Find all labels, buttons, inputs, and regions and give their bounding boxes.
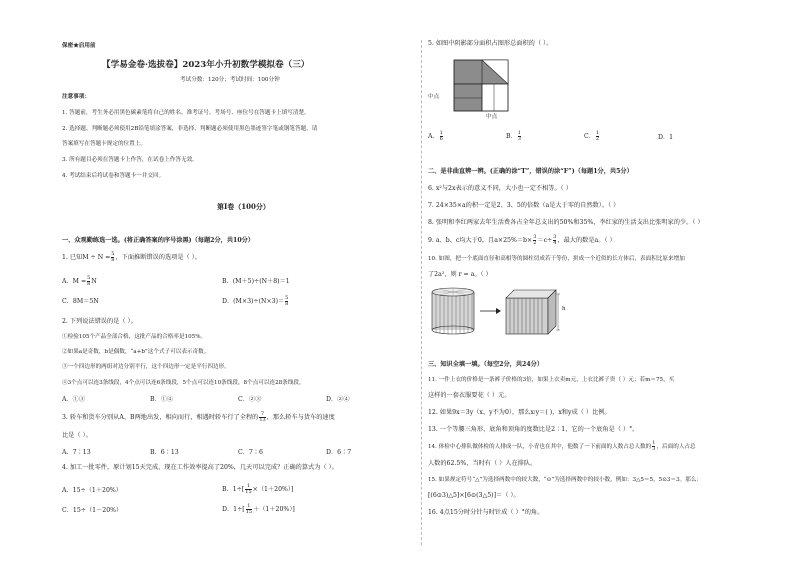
- q10-cont: 了2a²，则 r = a。（ ）: [428, 271, 492, 278]
- q4-option-b: B．1÷[ $\frac{1}{15}$ ×（1＋20%）]: [222, 483, 294, 495]
- fraction: $\frac{7}{13}$: [259, 411, 266, 423]
- left-column: [62, 0, 422, 562]
- q5-option-c: C． $\frac{1}{2}$: [584, 130, 600, 142]
- q4-option-a: A．15÷（1＋20%）: [62, 487, 122, 494]
- q3-stem-cont: 比是（ ）。: [62, 432, 92, 439]
- q2-statement: ③一个四边形的两组对边分别平行，这个四边形一定是平行四边形。: [62, 364, 230, 370]
- q15-cont: [(6⊙3)△5]×[6⊙(3△5)]＝（ ）。: [428, 492, 520, 499]
- fraction: $\frac{5}{8}$: [111, 251, 115, 263]
- height-label: h: [562, 306, 566, 312]
- q4-option-c: C．15÷（1－20%）: [62, 507, 123, 514]
- q5-option-d: D．1: [658, 134, 674, 141]
- cylinder: [432, 288, 474, 334]
- q14: 14. 体检中心排队做体检的人排成一队，小青也在其中，他数了一下前面的人数占总人数的 $\frac{1}{3}$ ，后面的人占总: [428, 440, 696, 452]
- fraction: $\frac{3}{2}$: [533, 234, 537, 246]
- q5-option-a: A． $\frac{1}{6}$: [428, 130, 443, 142]
- q2-option: C．②③: [238, 396, 262, 403]
- cuboid: [506, 290, 560, 334]
- section3-heading: 三、知识全填一填。（每空2分，共24分）: [428, 361, 544, 368]
- shaded-region: [454, 84, 482, 111]
- q1-option-c: C．8M＝5N: [62, 298, 99, 305]
- q6: 6. x²与2x表示的意义不同，大小也一定不相等。（ ）: [428, 185, 572, 192]
- q11-cont: 这样的一套衣服要花（ ）元。: [428, 392, 511, 399]
- notes-heading: 注意事项：: [62, 94, 90, 100]
- exam-info: 考试分数：120分；考试时间：100分钟: [180, 77, 280, 83]
- fraction: $\frac{3}{4}$: [553, 234, 557, 246]
- midpoint-label: 中点: [428, 94, 440, 100]
- note-item: 2. 选择题、判断题必须使用2B铅笔填涂答案，非选择、判断题必须使用黑色墨迹签字笔或钢笔答题，请: [62, 126, 318, 132]
- q8: 8. 张明和李红两家去年生活费各占全年总支出的50%和35%，李红家的生活支出比张明家的少。（ ）: [428, 219, 704, 226]
- q2-option: A．①③: [62, 396, 86, 403]
- q3-option: B．6∶13: [150, 449, 179, 456]
- q16: 16. 4点15分时分针与时针成（ ）°的角。: [428, 509, 544, 516]
- q14-cont: 人数的62.5%，当时有（ ）人在排队。: [428, 460, 537, 467]
- q5-figure: [428, 54, 528, 122]
- note-item: 答案填写在答题卡规定的位置上。: [62, 141, 146, 147]
- fraction: $\frac{1}{6}$: [439, 130, 443, 142]
- note-item: 4. 考试结束后将试卷和答题卡一并交回。: [62, 173, 165, 179]
- q2-statement: ④3个点可以连3条线段，4个点可以连6条线段，5个点可以连10条线段，8个点可以连28条线段。: [62, 380, 305, 386]
- q5-stem: 5. 如图中阴影部分面积占图形总面积的（ ）。: [428, 40, 553, 47]
- exam-title: 【学易金卷·选拔卷】2023年小升初数学模拟卷（三）: [102, 60, 310, 70]
- q10-figure: [430, 284, 570, 340]
- q1-option-a: A．M = $\frac{5}{8}$ N: [62, 275, 97, 287]
- q3-option: C．7∶6: [238, 449, 263, 456]
- q1-option-d: D．(M×3)÷(N×3)＝ $\frac{5}{8}$: [222, 295, 289, 307]
- q11: 11. 一件上衣的价格是一条裤子价格的3倍，如果上衣卖m元，上衣比裤子贵（ ）元；若m＝75，买: [428, 377, 675, 383]
- q3-stem: 3. 轿车和货车分别从A、B两地出发，相向而行，相遇时轿车行了全程的 $\frac{7}{13}$ ，那么轿车与货车的速度: [62, 411, 335, 423]
- q13: 13. 一个等腰三角形，底角和顶角的度数比是2∶1，它的一个底角是（ ）°。: [428, 426, 639, 433]
- q5-option-b: B． $\frac{1}{3}$: [506, 130, 521, 142]
- q2-stem: 2. 下列说法错误的是（ ）。: [62, 318, 137, 325]
- q2-statement: ①检验105个产品全部合格，这批产品的合格率是105%。: [62, 334, 207, 340]
- fraction: $\frac{1}{15}$: [245, 483, 252, 495]
- q4-stem: 4. 加工一批零件，原计划15天完成，现在工作效率提高了20%，几天可以完成？正确的算式为（ ）。: [62, 464, 338, 471]
- fraction: $\frac{1}{3}$: [652, 440, 656, 452]
- q9: 9. a、b、c均大于0，且a×25%＝b× $\frac{3}{2}$ ＝c÷ $\frac{3}{4}$ ，最大的数是a。（ ）: [428, 234, 616, 246]
- fraction: $\frac{5}{8}$: [87, 275, 91, 287]
- q15: 15. 如果规定符号“△”为选择两数中的较大数，“⊙”为选择两数中的较小数，例如：3△5＝5，5⊙3＝3。那么：: [428, 477, 703, 483]
- fraction: $\frac{1}{2}$: [595, 130, 600, 142]
- note-item: 1. 答题前，考生务必用黑色碳素笔将自己的姓名、准考证号、考场号、座位号在答题卡上填写清楚。: [62, 110, 310, 116]
- part1-title: 第Ⅰ卷（100分）: [217, 202, 270, 211]
- secret-label: 保密★启用前: [62, 43, 96, 49]
- q10: 10. 如图，把一个底面直径和高相等的圆柱切成若干等份，拼成一个近似的长方体后，表面积比原来增加: [428, 256, 685, 262]
- q2-option: D．②④: [326, 396, 350, 403]
- q1-stem: 1. 已知M ÷ N = $\frac{5}{8}$ ，下面推断错误的选项是（ ）。: [62, 251, 201, 263]
- q2-option: B．①④: [150, 396, 174, 403]
- midpoint-label: 中点: [486, 114, 498, 120]
- right-column: [424, 0, 764, 562]
- q3-option: D．6∶7: [326, 449, 352, 456]
- q1-option-b: B．(M＋5)÷(N＋8)＝1: [222, 278, 290, 285]
- arrow-icon: [480, 308, 501, 314]
- q12: 12. 如果9x＝3y（x、y不为0），那么x∶y＝( )，x和y成（ ）比例。: [428, 409, 611, 416]
- fraction: $\frac{1}{15}$: [245, 503, 253, 515]
- q2-statement: ②如果a是奇数，b是偶数，“a+b”这个式子可以表示奇数。: [62, 349, 210, 355]
- section1-heading: 一、众观勤练选一选。(将正确答案的序号涂黑)（每题2分，共10分）: [62, 237, 255, 244]
- fraction: $\frac{5}{8}$: [285, 295, 289, 307]
- q7: 7. 24×35×a的积一定是2、3、5的倍数（a是大于零的自然数）。（ ）: [428, 202, 620, 209]
- q3-option: A．7∶13: [62, 449, 91, 456]
- q4-option-d: D．1÷[ $\frac{1}{15}$ ＋（1＋20%）]: [222, 503, 295, 515]
- unshaded-region: [482, 84, 508, 111]
- section2-heading: 二、是非曲直辨一辨。(正确的涂“T”，错误的涂“F”)（每题1分，共5分）: [428, 168, 633, 175]
- fraction: $\frac{1}{3}$: [517, 130, 521, 142]
- note-item: 3. 所有题目必须在答题卡上作答，在试卷上作答无效。: [62, 157, 198, 163]
